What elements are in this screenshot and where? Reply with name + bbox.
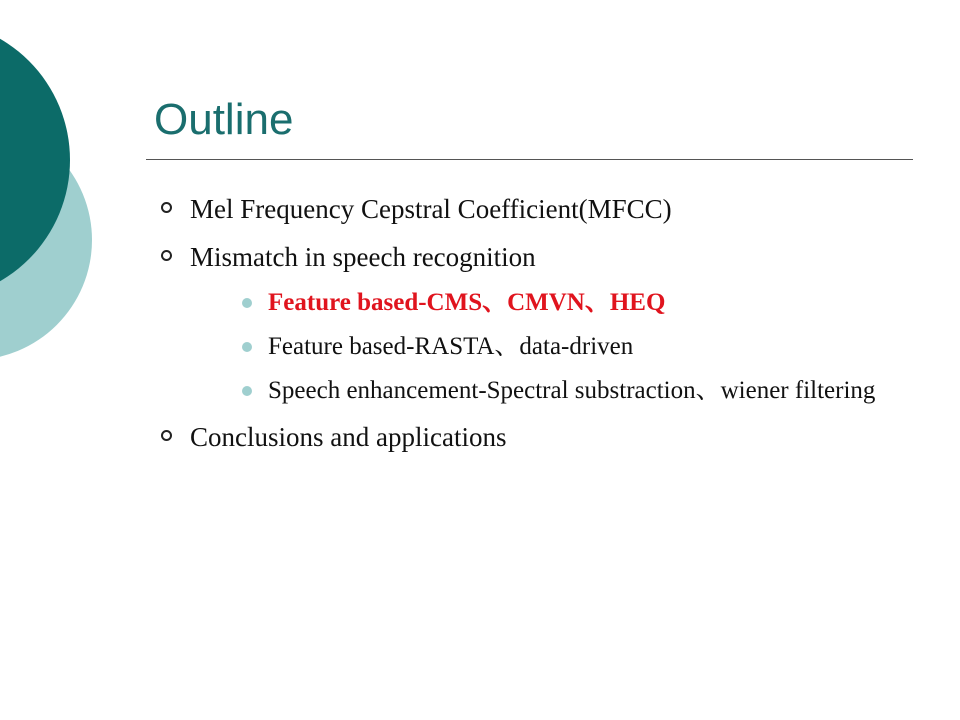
outline-subitem-highlighted: [190, 288, 914, 318]
outline-item-label: Conclusions and applications: [190, 422, 507, 452]
outline-item: [154, 192, 914, 226]
title-divider: [146, 159, 913, 160]
outline-subitem: [190, 332, 914, 362]
outline-item-label: Mismatch in speech recognition: [190, 242, 536, 272]
outline-item-label: Mel Frequency Cepstral Coefficient(MFCC): [190, 194, 672, 224]
outline-sublist: [190, 288, 914, 406]
outline-item: [154, 240, 914, 406]
hollow-ring-icon: [161, 250, 172, 261]
outline-subitem-label: Speech enhancement-Spectral substraction、wiener filtering: [268, 377, 876, 404]
hollow-ring-icon: [161, 430, 172, 441]
outline-subitem: [190, 376, 914, 406]
outline-subitem-label: Feature based-CMS、CMVN、HEQ: [268, 289, 666, 316]
teal-dot-icon: [242, 342, 252, 352]
outline-subitem-label: Feature based-RASTA、data-driven: [268, 333, 634, 360]
slide-title: Outline: [154, 95, 294, 144]
outline-item: [154, 420, 914, 454]
teal-dot-icon: [242, 298, 252, 308]
teal-dot-icon: [242, 386, 252, 396]
hollow-ring-icon: [161, 202, 172, 213]
outline-list: [154, 192, 914, 468]
